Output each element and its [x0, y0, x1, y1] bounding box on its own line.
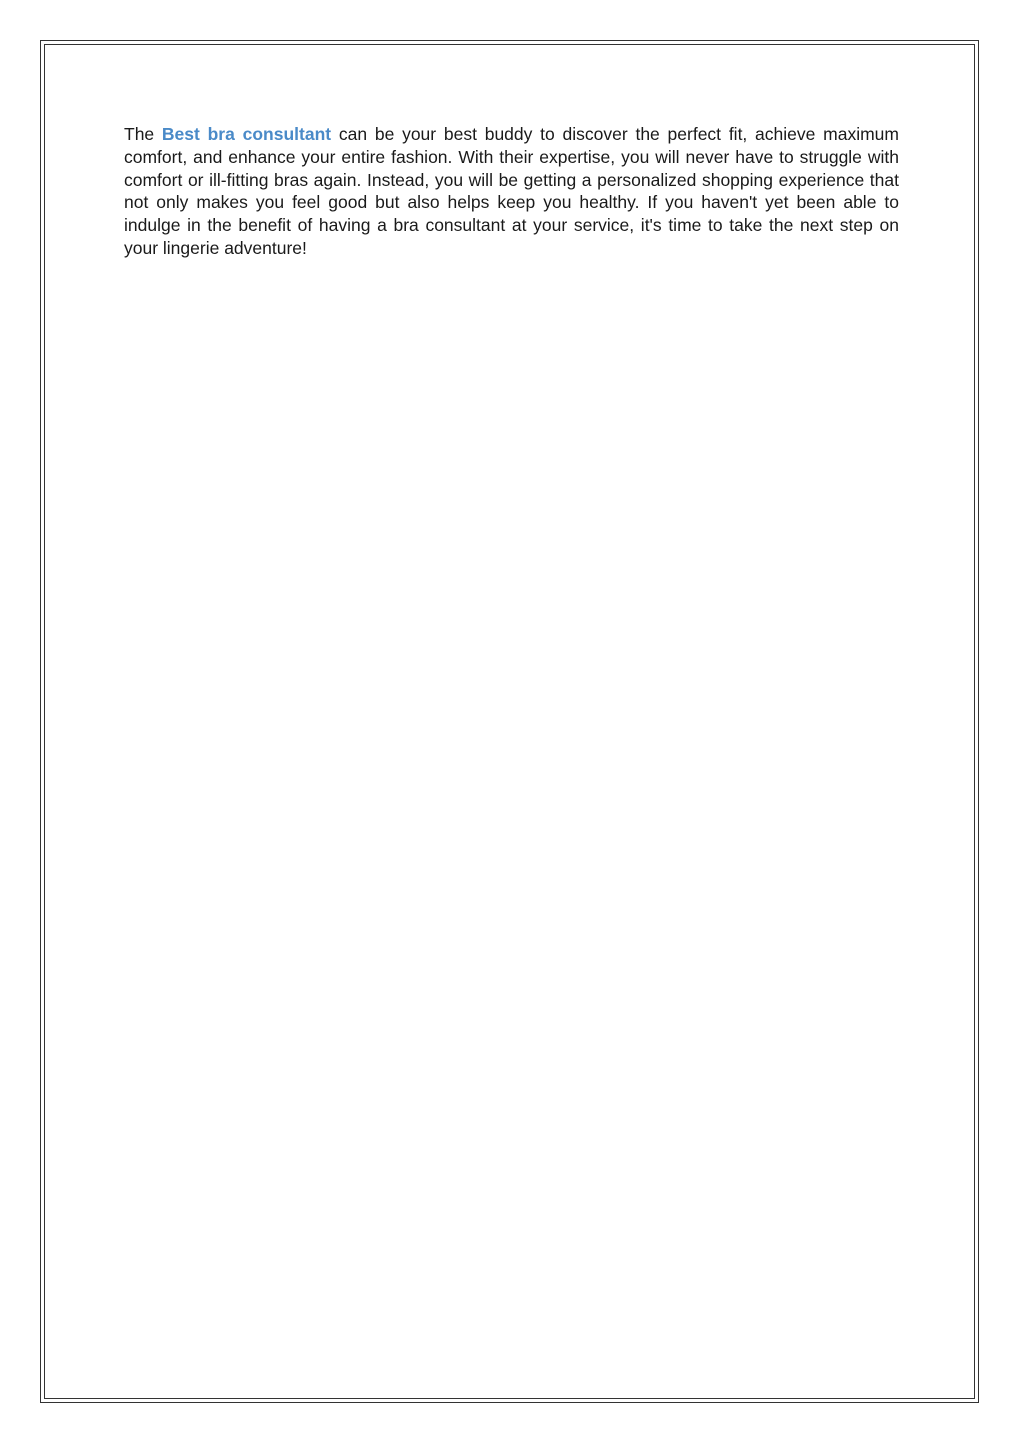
best-bra-consultant-link[interactable]: Best bra consultant [161, 124, 332, 144]
body-paragraph [124, 123, 899, 260]
document-body [124, 123, 899, 260]
paragraph-body: can be your best buddy to discover the perfect fit, achieve maximum comfort, and enhance your entire fashion. With their expertise, you will never have to struggle with comfort or ill-fitting bras again. Instead, you will be getting a personalized shopping experience that not only makes you feel good but also helps keep you healthy. If you haven't yet been able to indulge in the benefit of having a bra consultant at your service, it's time to take the next step on your lingerie adventure! [124, 124, 899, 258]
paragraph-lead: The [124, 124, 162, 144]
